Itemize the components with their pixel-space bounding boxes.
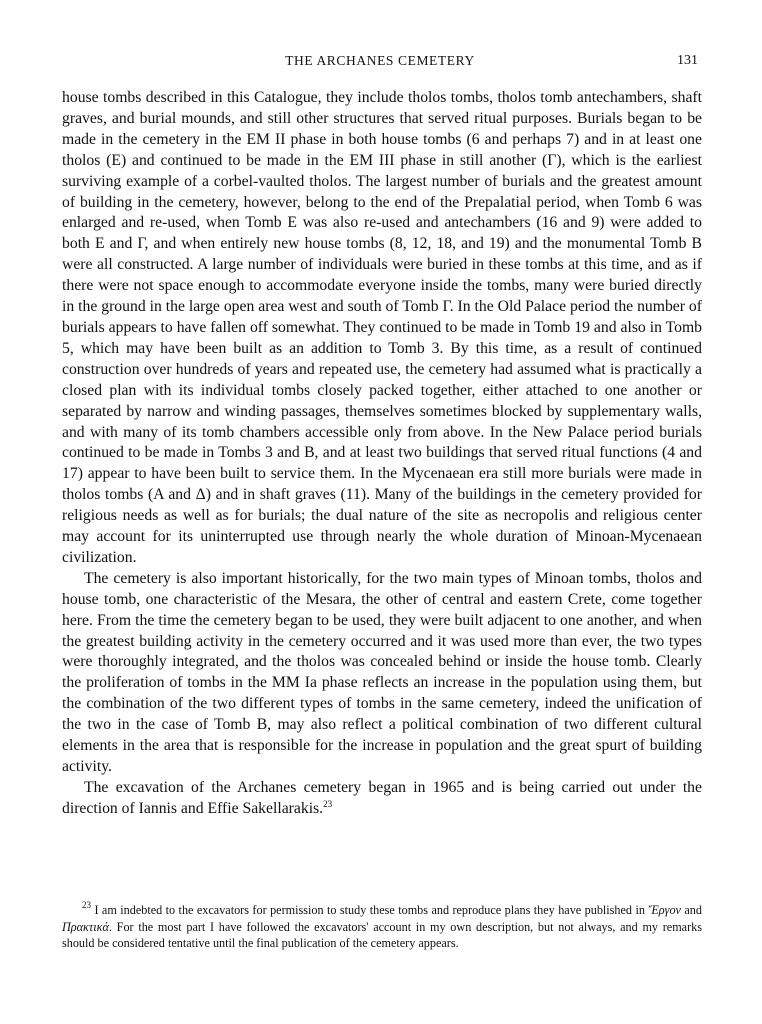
footnote [62, 902, 702, 952]
body-text [62, 88, 702, 820]
footnote-greek-ergon: Ἔργον [648, 903, 681, 917]
running-head [62, 50, 698, 72]
footnote-text-and: and [680, 903, 702, 917]
footnote-number: 23 [82, 900, 91, 910]
footnote-greek-praktika: Πρακτικά [62, 919, 109, 934]
paragraph-excavation-text: The excavation of the Archanes cemetery began in 1965 and is being carried out under the direction of Iannis and Effie Sakellarakis. [62, 778, 702, 817]
running-head-title: THE ARCHANES CEMETERY [285, 53, 475, 68]
paragraph-historical-importance: The cemetery is also important historically, for the two main types of Minoan tombs, tholos and house tomb, one characteristic of the Mesara, the other of central and eastern Crete, come together here. From the time the cemetery began to be used, they were built adjacent to one another, and when the greatest building activity in the cemetery occurred and it was used more than ever, the two types were thoroughly integrated, and the tholos was concealed behind or inside the house tomb. Clearly the proliferation of tombs in the MM Ia phase reflects an increase in the population using them, but the combination of the two different types of tombs in the same cemetery, indeed the unification of the two in the case of Tomb B, may also reflect a political combination of two different cultural elements in the area that is responsible for the increase in population and the great spurt of building activity. [62, 569, 702, 775]
page-number: 131 [677, 53, 698, 68]
footnote-text-before: I am indebted to the excavators for permission to study these tombs and reproduce plans they have published in [94, 903, 649, 917]
footnote-text-after: . For the most part I have followed the excavators' account in my own description, but not always, and my remarks should be considered tentative until the final publication of the cemetery appears. [62, 919, 702, 950]
paragraph-continued: house tombs described in this Catalogue, they include tholos tombs, tholos tomb antechambers, shaft graves, and burial mounds, and still other structures that served ritual purposes. Burials began to be made in the cemetery in the EM II phase in both house tombs (6 and perhaps 7) and in at least one tholos (E) and continued to be made in the EM III phase in still another (Γ), which is the earliest surviving example of a corbel-vaulted tholos. The largest number of burials and the greatest amount of building in the cemetery, however, belong to the end of the Prepalatial period, when Tomb 6 was enlarged and re-used, when Tomb E was also re-used and antechambers (16 and 9) were added to both E and Γ, and when entirely new house tombs (8, 12, 18, and 19) and the monumental Tomb B were all constructed. A large number of individuals were buried in these tombs at this time, and as if there were not space enough to accommodate everyone inside the tombs, many were buried directly in the ground in the large open area west and south of Tomb Γ. In the Old Palace period the number of burials appears to have fallen off somewhat. They continued to be made in Tomb 19 and also in Tomb 5, which may have been built as an addition to Tomb 3. By this time, as a result of continued construction over hundreds of years and repeated use, the cemetery had assumed what is practically a closed plan with its individual tombs closely packed together, either attached to one another or separated by narrow and winding passages, themselves sometimes blocked by supplementary walls, and with many of its tomb chambers accessible only from above. In the New Palace period burials continued to be made in Tombs 3 and B, and at least two buildings that served ritual functions (4 and 17) appear to have been built to service them. In the Mycenaean era still more burials were made in tholos tombs (A and Δ) and in shaft graves (11). Many of the buildings in the cemetery provided for religious needs as well as for burials; the dual nature of the site as necropolis and religious center may account for its uninterrupted use through nearly the whole duration of Minoan-Mycenaean civilization. [62, 89, 702, 566]
paragraph-excavation [62, 778, 702, 820]
footnote-reference: 23 [323, 798, 333, 809]
